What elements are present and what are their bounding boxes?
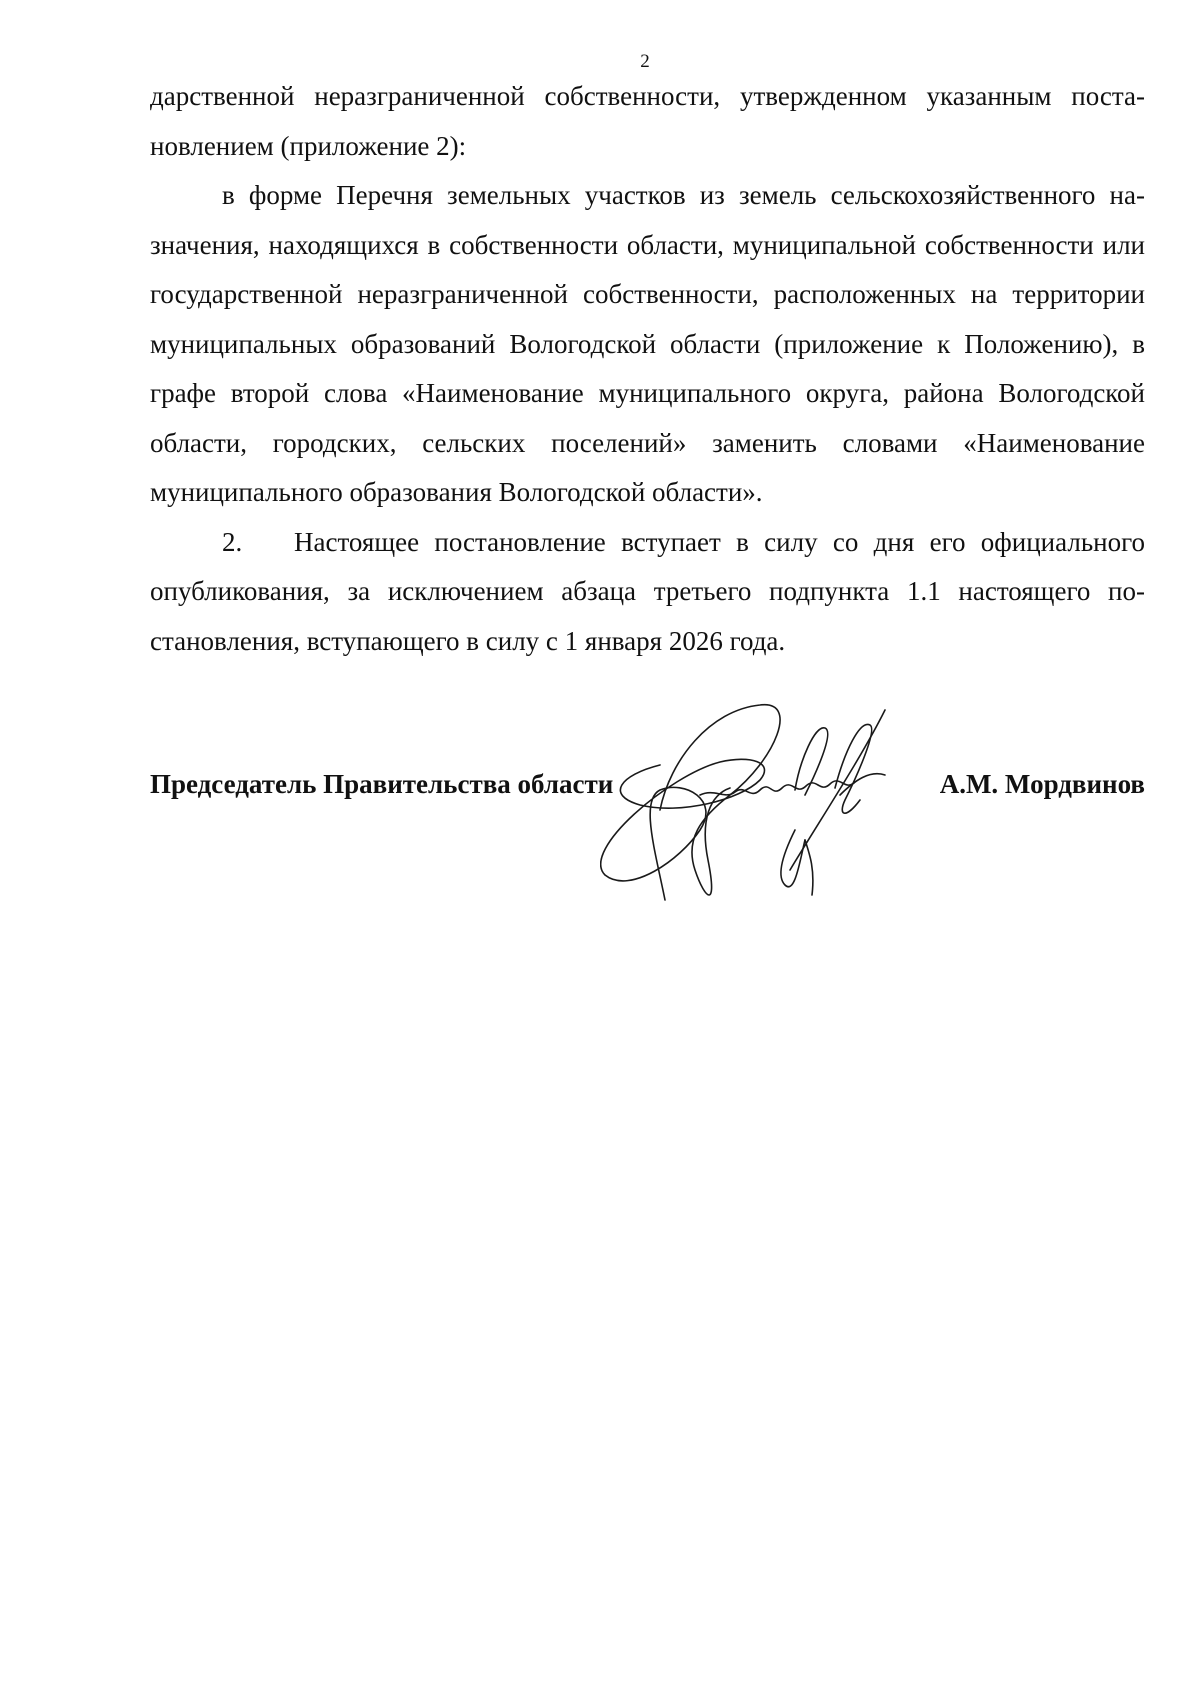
paragraph-list-form-amendment: в форме Перечня земельных участков из земель сельскохозяйственного назначения, находящихся в собственности области, муниципальной собственности или государственной неразграниченной собственности, расположенных на территории муниципальных образований Вологодской области (приложение к Положению), в графе второй слова «Наименование муниципального округа, района Вологодской области, городских, сельских поселений» заменить словами «Наименование муниципального образования Вологодской области». <box>150 180 1145 507</box>
paragraph-continuation: дарственной неразграниченной собственности, утвержденном указанным постановлением (приложение 2): <box>150 81 1145 161</box>
handwritten-signature-icon <box>600 700 980 930</box>
signatory-title: Председатель Правительства области <box>150 769 614 799</box>
document-body <box>150 72 1145 666</box>
signatory-name: А.М. Мордвинов <box>939 769 1145 799</box>
paragraph-effective-date <box>150 518 1145 667</box>
paragraph-effective-date-text: Настоящее постановление вступает в силу со дня его официального опубликования, за исключением абзаца третьего подпункта 1.1 настоящего постановления, вступающего в силу с 1 января 2026 года. <box>150 526 1145 656</box>
page-number: 2 <box>640 51 650 72</box>
paragraph-number: 2. <box>222 526 243 557</box>
